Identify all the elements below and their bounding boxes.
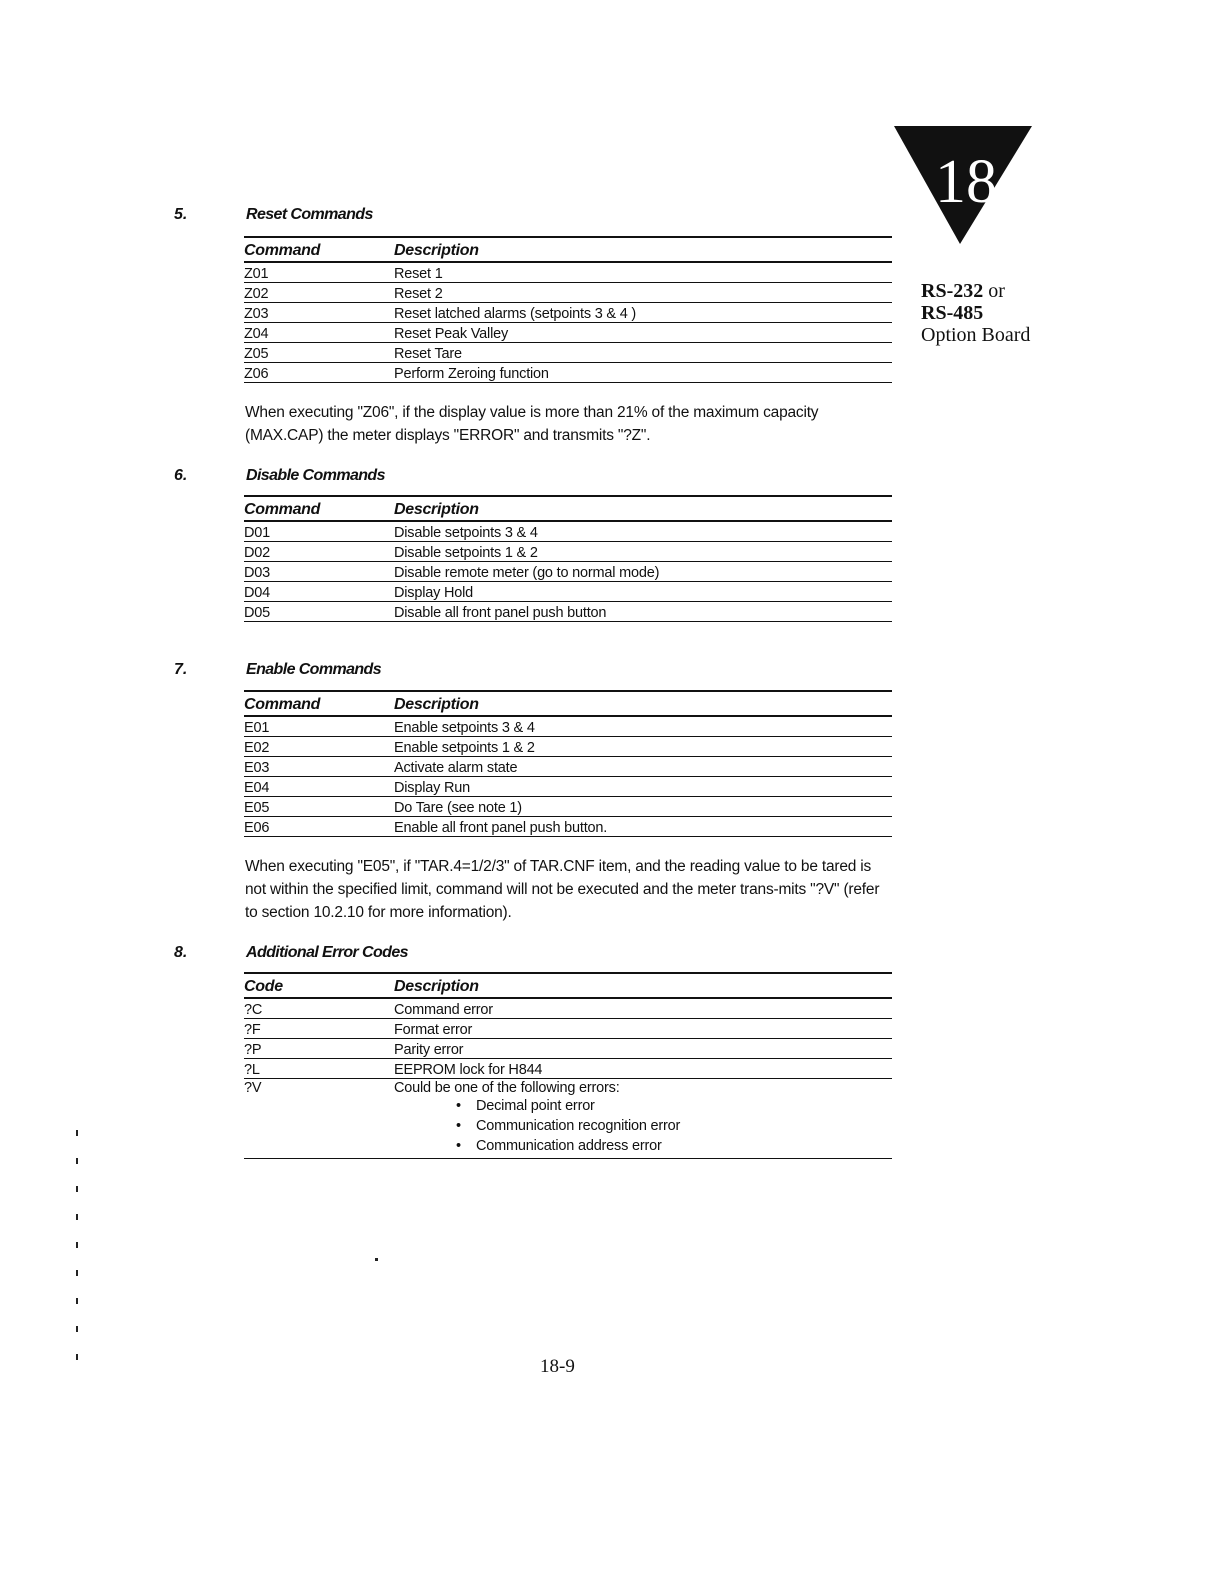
command-code: E01 bbox=[244, 716, 394, 737]
table-row bbox=[244, 283, 892, 303]
command-description: Reset Tare bbox=[394, 343, 892, 363]
command-description: Disable remote meter (go to normal mode) bbox=[394, 562, 892, 582]
reset-commands-table bbox=[244, 236, 892, 383]
enable-commands-table bbox=[244, 690, 892, 837]
side-label-rs485: RS-485 bbox=[921, 302, 984, 324]
table-row bbox=[244, 817, 892, 837]
margin-mark bbox=[76, 1186, 78, 1192]
margin-mark bbox=[76, 1214, 78, 1220]
command-description: Reset latched alarms (setpoints 3 & 4 ) bbox=[394, 303, 892, 323]
margin-mark bbox=[76, 1242, 78, 1248]
table-row bbox=[244, 323, 892, 343]
command-description: Perform Zeroing function bbox=[394, 363, 892, 383]
error-codes-table bbox=[244, 972, 892, 1159]
command-description: Do Tare (see note 1) bbox=[394, 797, 892, 817]
command-description: Reset 1 bbox=[394, 262, 892, 283]
command-code: E02 bbox=[244, 737, 394, 757]
table-row bbox=[244, 1019, 892, 1039]
table-row bbox=[244, 777, 892, 797]
table-row bbox=[244, 797, 892, 817]
command-description: Disable all front panel push button bbox=[394, 602, 892, 622]
command-description: Enable setpoints 3 & 4 bbox=[394, 716, 892, 737]
table-row bbox=[244, 582, 892, 602]
column-header: Command bbox=[244, 496, 394, 521]
side-label-or: or bbox=[988, 280, 1005, 302]
error-description: Could be one of the following errors: bbox=[394, 1080, 620, 1096]
command-code: D02 bbox=[244, 542, 394, 562]
side-label-option-board: Option Board bbox=[921, 324, 1031, 346]
table-row bbox=[244, 542, 892, 562]
margin-mark bbox=[76, 1354, 78, 1360]
disable-commands-table bbox=[244, 495, 892, 622]
command-description: Activate alarm state bbox=[394, 757, 892, 777]
error-description-cell bbox=[394, 1079, 892, 1159]
command-code: Z03 bbox=[244, 303, 394, 323]
command-code: D03 bbox=[244, 562, 394, 582]
error-code: ?V bbox=[244, 1079, 394, 1159]
section-number: 7. bbox=[174, 661, 188, 678]
table-row bbox=[244, 757, 892, 777]
table-row bbox=[244, 343, 892, 363]
table-header-row bbox=[244, 691, 892, 716]
section-title: Additional Error Codes bbox=[246, 944, 408, 961]
column-header: Description bbox=[394, 691, 892, 716]
chapter-triangle-icon bbox=[894, 126, 1032, 246]
error-code: ?L bbox=[244, 1059, 394, 1079]
error-description: Parity error bbox=[394, 1039, 892, 1059]
command-code: Z01 bbox=[244, 262, 394, 283]
command-description: Disable setpoints 3 & 4 bbox=[394, 521, 892, 542]
table-row bbox=[244, 303, 892, 323]
column-header: Description bbox=[394, 237, 892, 262]
table-row bbox=[244, 1059, 892, 1079]
table-header-row bbox=[244, 973, 892, 998]
side-label-rs232: RS-232 bbox=[921, 280, 984, 302]
list-item: • Communication recognition error bbox=[456, 1116, 892, 1136]
section-number: 8. bbox=[174, 944, 188, 961]
page-number: 18-9 bbox=[540, 1356, 575, 1377]
column-header: Description bbox=[394, 496, 892, 521]
section-title: Reset Commands bbox=[246, 206, 373, 223]
column-header: Code bbox=[244, 973, 394, 998]
command-code: Z06 bbox=[244, 363, 394, 383]
column-header: Description bbox=[394, 973, 892, 998]
command-description: Disable setpoints 1 & 2 bbox=[394, 542, 892, 562]
command-description: Enable setpoints 1 & 2 bbox=[394, 737, 892, 757]
table-row bbox=[244, 521, 892, 542]
margin-marks bbox=[76, 1130, 80, 1382]
chapter-tab bbox=[894, 126, 1032, 246]
table-row bbox=[244, 602, 892, 622]
error-code: ?C bbox=[244, 998, 394, 1019]
command-description: Reset 2 bbox=[394, 283, 892, 303]
stray-dot bbox=[375, 1258, 378, 1261]
table-header-row bbox=[244, 237, 892, 262]
column-header: Command bbox=[244, 691, 394, 716]
table-row bbox=[244, 562, 892, 582]
command-code: D05 bbox=[244, 602, 394, 622]
table-row bbox=[244, 737, 892, 757]
table-row bbox=[244, 1039, 892, 1059]
error-description: Format error bbox=[394, 1019, 892, 1039]
margin-mark bbox=[76, 1326, 78, 1332]
command-code: E04 bbox=[244, 777, 394, 797]
error-description: EEPROM lock for H844 bbox=[394, 1059, 892, 1079]
section-title: Enable Commands bbox=[246, 661, 382, 678]
error-code: ?P bbox=[244, 1039, 394, 1059]
margin-mark bbox=[76, 1298, 78, 1304]
section-number: 6. bbox=[174, 467, 188, 484]
list-item: • Communication address error bbox=[456, 1136, 892, 1156]
chapter-number: 18 bbox=[935, 148, 997, 216]
table-row bbox=[244, 363, 892, 383]
section-title: Disable Commands bbox=[246, 467, 385, 484]
margin-mark bbox=[76, 1130, 78, 1136]
command-description: Display Hold bbox=[394, 582, 892, 602]
table-row bbox=[244, 998, 892, 1019]
enable-note-paragraph: When executing "E05", if "TAR.4=1/2/3" of TAR.CNF item, and the reading value to be tared is not within the specified limit, command will not be executed and the meter trans-mits "?V" (refer to section 10.2.10 for more information). bbox=[245, 858, 880, 921]
command-code: Z04 bbox=[244, 323, 394, 343]
error-code: ?F bbox=[244, 1019, 394, 1039]
margin-mark bbox=[76, 1158, 78, 1164]
command-code: Z05 bbox=[244, 343, 394, 363]
section-number: 5. bbox=[174, 206, 188, 223]
command-description: Display Run bbox=[394, 777, 892, 797]
command-code: E06 bbox=[244, 817, 394, 837]
column-header: Command bbox=[244, 237, 394, 262]
error-description: Command error bbox=[394, 998, 892, 1019]
error-bullet-list bbox=[394, 1096, 892, 1156]
command-code: D04 bbox=[244, 582, 394, 602]
table-row bbox=[244, 1079, 892, 1159]
command-description: Enable all front panel push button. bbox=[394, 817, 892, 837]
chapter-side-label bbox=[921, 280, 1031, 346]
command-code: D01 bbox=[244, 521, 394, 542]
table-row bbox=[244, 716, 892, 737]
table-row bbox=[244, 262, 892, 283]
margin-mark bbox=[76, 1270, 78, 1276]
table-header-row bbox=[244, 496, 892, 521]
command-code: E03 bbox=[244, 757, 394, 777]
command-code: Z02 bbox=[244, 283, 394, 303]
reset-note-paragraph: When executing "Z06", if the display value is more than 21% of the maximum capacity (MAX.CAP) the meter displays "ERROR" and transmits "?Z". bbox=[245, 404, 819, 444]
command-description: Reset Peak Valley bbox=[394, 323, 892, 343]
command-code: E05 bbox=[244, 797, 394, 817]
list-item: • Decimal point error bbox=[456, 1096, 892, 1116]
